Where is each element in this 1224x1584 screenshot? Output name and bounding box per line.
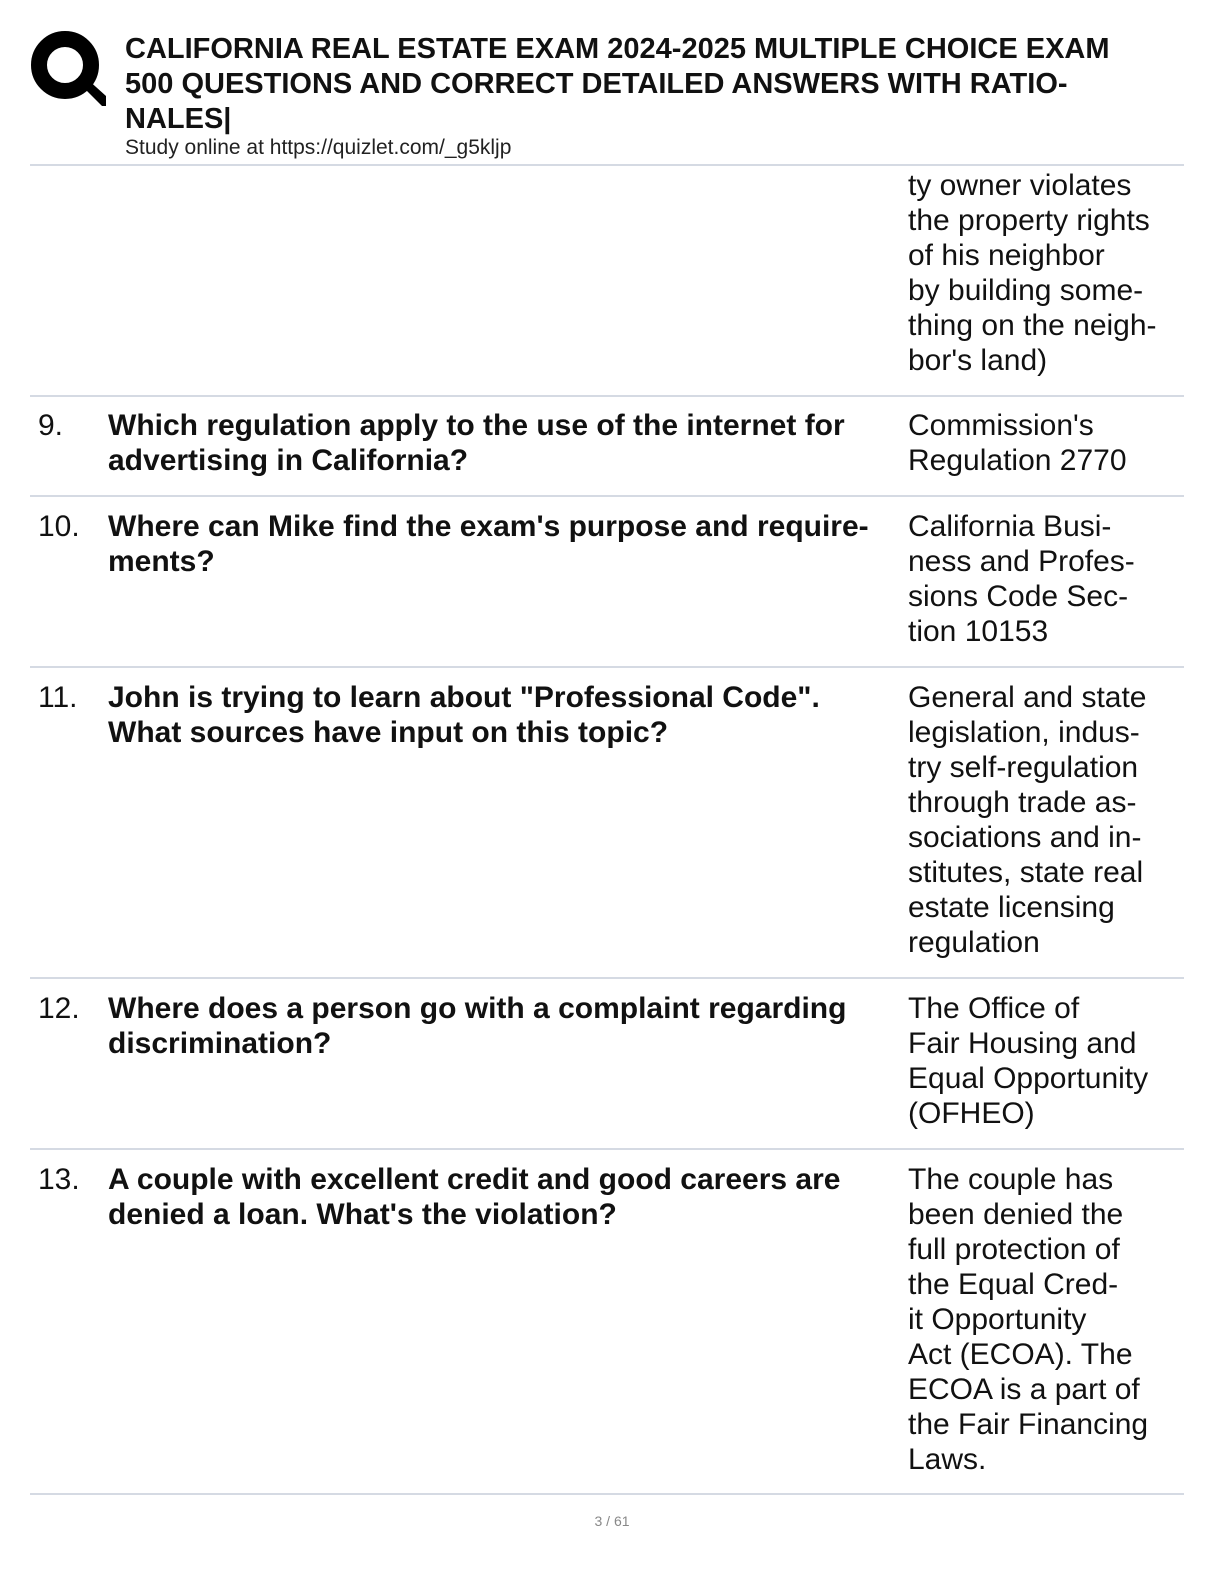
card-question: A couple with excellent credit and good careers are denied a loan. What's the violation? [108, 1163, 841, 1231]
card-answer: The Office of Fair Housing and Equal Opportunity (OFHEO) [908, 992, 1149, 1130]
title-line: 500 QUESTIONS AND CORRECT DETAILED ANSWERS WITH RATIO- [125, 68, 1068, 100]
card-answer: Commission's Regulation 2770 [908, 409, 1127, 477]
page-header [30, 30, 1210, 164]
card-answer: The couple has been denied the full protection of the Equal Cred- it Opportunity Act (ECOA). The ECOA is a part of the Fair Financing Laws. [908, 1163, 1149, 1476]
card-number: 13. [38, 1163, 80, 1196]
title-line: CALIFORNIA REAL ESTATE EXAM 2024-2025 MULTIPLE CHOICE EXAM [125, 33, 1110, 65]
divider [30, 395, 1184, 397]
quizlet-logo-icon [30, 30, 106, 106]
divider [30, 1148, 1184, 1150]
divider [30, 164, 1184, 166]
continued-answer: ty owner violates the property rights of his neighbor by building some- thing on the neigh- bor's land) [908, 169, 1157, 377]
card-answer: General and state legislation, indus- try self-regulation through trade as- sociations and in- stitutes, state real estate licensing regulation [908, 681, 1147, 959]
card-question: Where does a person go with a complaint regarding discrimination? [108, 992, 847, 1060]
study-online-link[interactable]: Study online at https://quizlet.com/_g5kljp [125, 136, 512, 159]
divider [30, 1493, 1184, 1495]
card-answer: California Busi- ness and Profes- sions Code Sec- tion 10153 [908, 510, 1135, 648]
card-question: Where can Mike find the exam's purpose and require- ments? [108, 510, 869, 578]
document-title [125, 32, 1210, 137]
card-question: John is trying to learn about "Professional Code". What sources have input on this topic? [108, 681, 820, 749]
card-number: 10. [38, 510, 80, 543]
card-number: 12. [38, 992, 80, 1025]
page-indicator: 3 / 61 [594, 1513, 630, 1529]
card-number: 11. [38, 681, 78, 714]
divider [30, 977, 1184, 979]
card-number: 9. [38, 409, 64, 442]
divider [30, 495, 1184, 497]
card-question: Which regulation apply to the use of the internet for advertising in California? [108, 409, 845, 477]
title-line: NALES| [125, 103, 232, 135]
divider [30, 666, 1184, 668]
